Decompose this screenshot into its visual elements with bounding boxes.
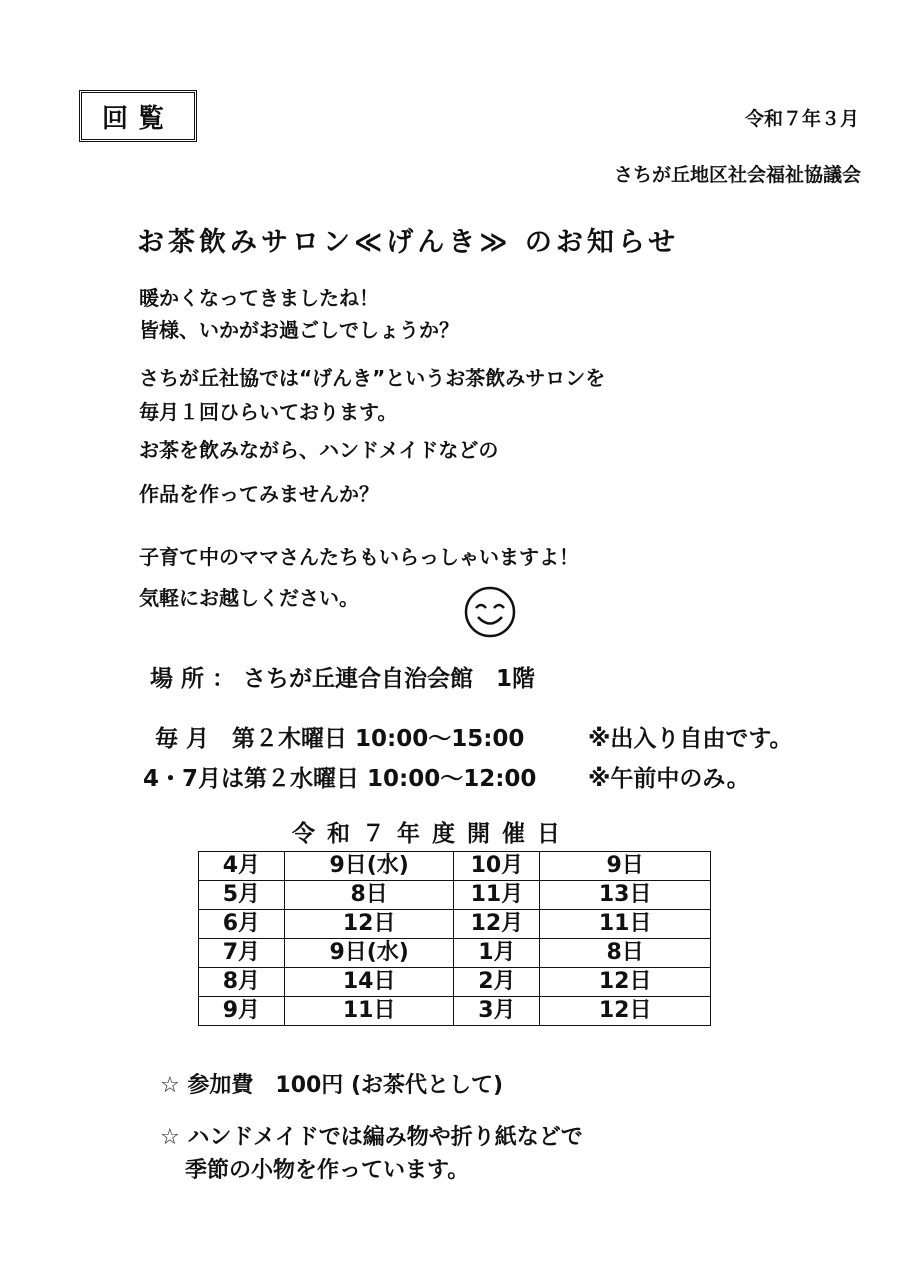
body-line: 毎月１回ひらいております。: [139, 400, 398, 424]
month-cell: 9月: [199, 997, 285, 1026]
day-cell: 11日: [540, 910, 711, 939]
body-line: お茶を飲みながら、ハンドメイドなどの: [139, 438, 499, 462]
schedule-april-july-note: ※午前中のみ。: [588, 766, 750, 792]
kairan-box: 回覧: [79, 90, 197, 142]
handmade-note-line2: 季節の小物を作っています。: [185, 1158, 470, 1183]
day-cell: 12日: [284, 910, 454, 939]
body-line: 子育て中のママさんたちもいらっしゃいますよ！: [139, 545, 579, 569]
body-line: 作品を作ってみませんか？: [139, 482, 379, 506]
table-row: [199, 997, 711, 1026]
schedule-table: [198, 851, 711, 1026]
body-line: 皆様、いかがお過ごしでしょうか？: [139, 318, 459, 342]
month-cell: 6月: [199, 910, 285, 939]
day-cell: 11日: [284, 997, 454, 1026]
smiley-face-icon: [462, 584, 518, 644]
day-cell: 14日: [284, 968, 454, 997]
issue-date: 令和７年３月: [744, 108, 859, 130]
day-cell: 9日(水): [284, 852, 454, 881]
table-row: [199, 968, 711, 997]
schedule-monthly-note: ※出入り自由です。: [588, 726, 793, 752]
month-cell: 12月: [454, 910, 540, 939]
day-cell: 13日: [540, 881, 711, 910]
day-cell: 8日: [284, 881, 454, 910]
schedule-monthly: 毎 月 第２木曜日 10:00～15:00: [155, 726, 525, 752]
month-cell: 11月: [454, 881, 540, 910]
table-row: [199, 910, 711, 939]
body-line: さちが丘社協では“げんき”というお茶飲みサロンを: [139, 366, 606, 390]
venue: 場 所 ： さちが丘連合自治会館 1階: [150, 666, 536, 692]
table-row: [199, 881, 711, 910]
month-cell: 4月: [199, 852, 285, 881]
month-cell: 5月: [199, 881, 285, 910]
page-title: お茶飲みサロン≪げんき≫ のお知らせ: [137, 227, 680, 258]
month-cell: 3月: [454, 997, 540, 1026]
body-line: 気軽にお越しください。: [139, 586, 359, 610]
month-cell: 7月: [199, 939, 285, 968]
day-cell: 9日: [540, 852, 711, 881]
schedule-april-july: 4・7月は第２水曜日 10:00～12:00: [143, 766, 537, 792]
body-line: 暖かくなってきましたね！: [139, 286, 379, 310]
month-cell: 8月: [199, 968, 285, 997]
calendar-title: 令和７年度開催日: [292, 821, 572, 847]
day-cell: 12日: [540, 997, 711, 1026]
month-cell: 1月: [454, 939, 540, 968]
month-cell: 10月: [454, 852, 540, 881]
organization-name: さちが丘地区社会福祉協議会: [613, 164, 861, 186]
day-cell: 12日: [540, 968, 711, 997]
handmade-note-line1: ☆ ハンドメイドでは編み物や折り紙などで: [160, 1125, 583, 1150]
fee-note: ☆ 参加費 100円 (お茶代として): [160, 1073, 504, 1098]
table-row: [199, 939, 711, 968]
table-row: [199, 852, 711, 881]
day-cell: 8日: [540, 939, 711, 968]
day-cell: 9日(水): [284, 939, 454, 968]
month-cell: 2月: [454, 968, 540, 997]
